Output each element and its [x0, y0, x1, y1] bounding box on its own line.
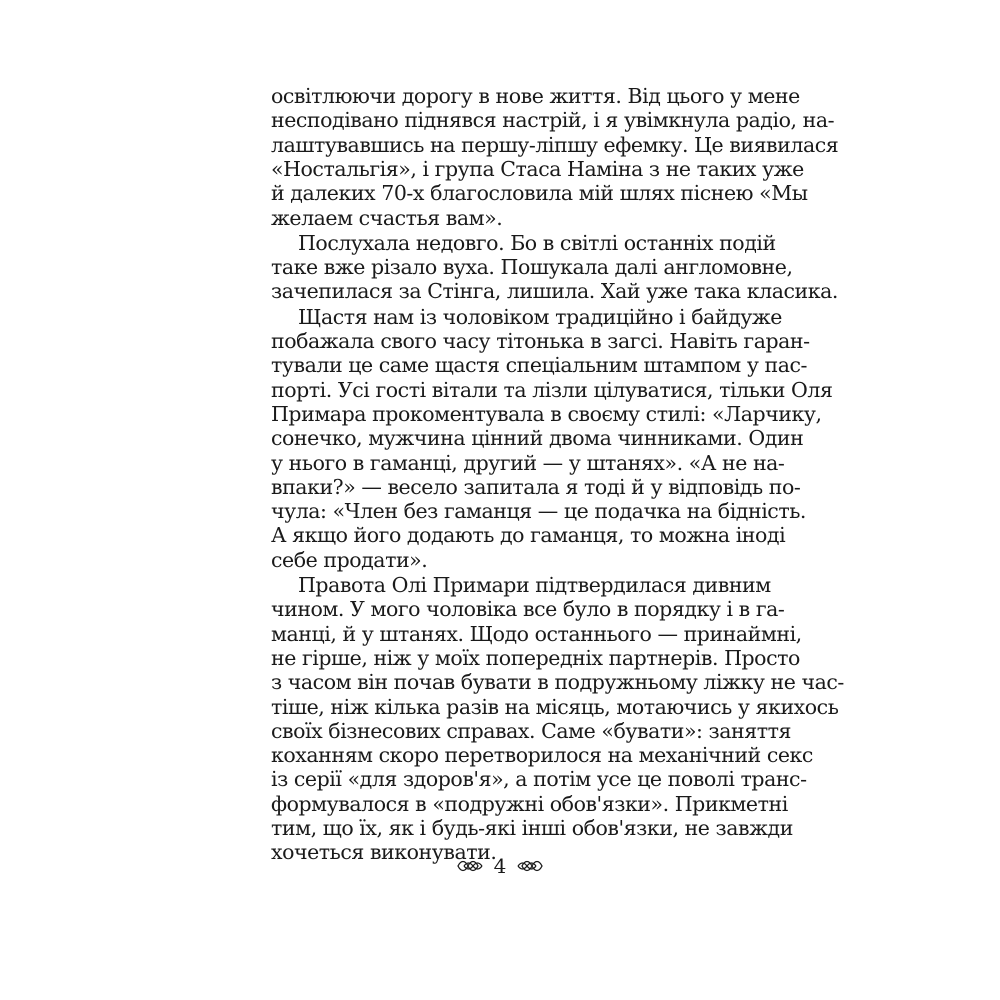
knot-ornament-icon [456, 859, 484, 873]
text-line: порті. Усі гості вітали та лізли цілуватися, тільки Оля [271, 377, 833, 402]
text-line: формувалося в «подружні обов'язки». Прикметні [271, 791, 788, 816]
text-line: таке вже різало вуха. Пошукала далі англомовне, [271, 255, 793, 280]
page-number: 4 [493, 854, 507, 878]
text-line: чином. У мого чоловіка все було в порядку і в га- [271, 597, 785, 622]
text-line: коханням скоро перетворилося на механічний секс [271, 743, 813, 768]
text-line: тіше, ніж кілька разів на місяць, мотаючись у якихось [271, 694, 839, 719]
text-line: хочеться виконувати. [271, 840, 497, 865]
text-line: й далеких 70-х благословила мій шлях піснею «Мы [271, 181, 808, 206]
text-line: побажала свого часу тітонька в загсі. Навіть гаран- [271, 329, 810, 353]
text-line: желаем счастья вам». [271, 205, 503, 230]
text-line: своїх бізнесових справах. Саме «бувати»: заняття [271, 718, 792, 743]
text-line: манці, й у штанях. Щодо останнього — принаймні, [271, 621, 802, 646]
text-line: «Ностальгія», і група Стаса Наміна з не таких уже [271, 156, 804, 181]
page-footer [440, 852, 560, 880]
text-line: Послухала недовго. Бо в світлі останніх подій [298, 230, 776, 255]
text-line: Щастя нам із чоловіком традиційно і байдуже [298, 304, 782, 329]
text-line: зачепилася за Стінга, лишила. Хай уже така класика. [271, 279, 838, 304]
text-line: А якщо його додають до гаманця, то можна іноді [271, 523, 786, 548]
text-line: чула: «Член без гаманця — це подачка на бідність. [271, 499, 806, 524]
text-line: з часом він почав бувати в подружньому ліжку не час- [271, 670, 844, 695]
text-line: тим, що їх, як і будь-які інші обов'язки, не завжди [271, 816, 793, 840]
text-line: сонечко, мужчина цінний двома чинниками. Один [271, 426, 804, 451]
text-line: впаки?» — весело запитала я тоді й у відповідь по- [271, 474, 801, 499]
text-line: із серії «для здоров'я», а потім усе це поволі транс- [271, 767, 807, 792]
text-line: несподівано піднявся настрій, і я увімкнула радіо, на- [271, 108, 835, 133]
text-line: у нього в гаманці, другий — у штанях». «А не на- [271, 450, 785, 475]
text-line: лаштувавшись на першу-ліпшу ефемку. Це виявилася [271, 132, 839, 157]
knot-ornament-icon [516, 859, 544, 873]
text-line: освітлюючи дорогу в нове життя. Від цього у мене [271, 84, 800, 108]
text-line: себе продати». [271, 547, 428, 572]
text-line: Правота Олі Примари підтвердилася дивним [298, 573, 771, 597]
text-line: тували це саме щастя спеціальним штампом у пас- [271, 353, 808, 378]
text-line: не гірше, ніж у моїх попередніх партнерів. Просто [271, 645, 800, 670]
text-line: Примара прокоментувала в своєму стилі: «Ларчику, [271, 401, 822, 426]
